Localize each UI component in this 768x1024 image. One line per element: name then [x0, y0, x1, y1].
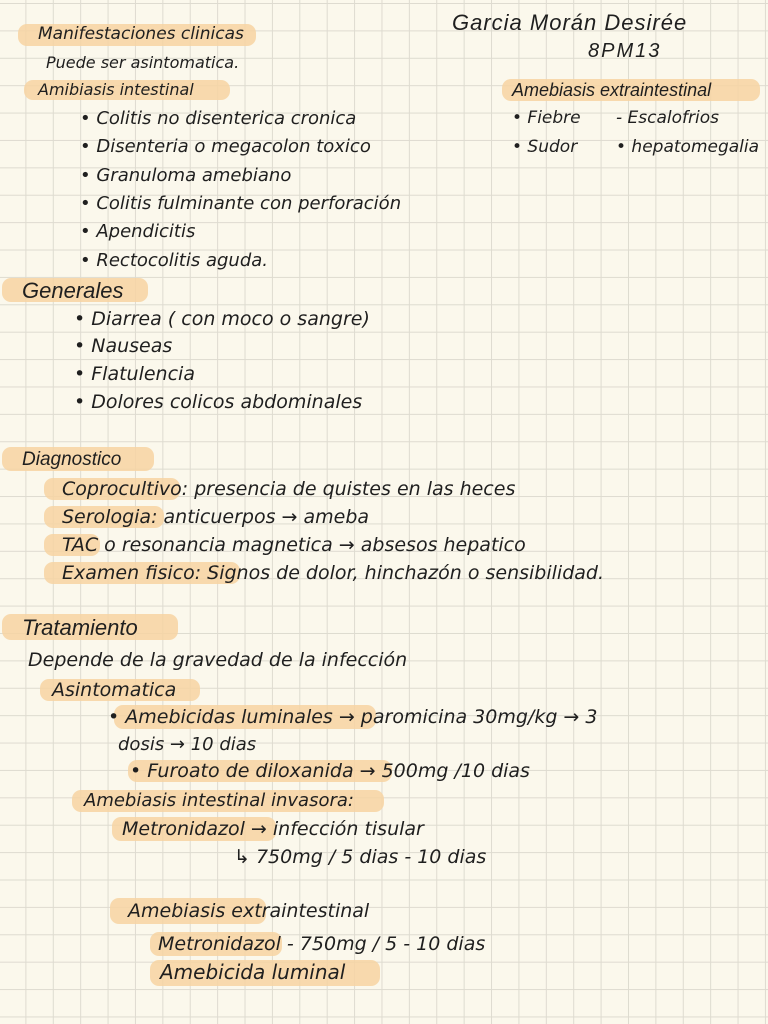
metronidazol-line: Metronidazol → infección tisular	[122, 818, 424, 840]
invasora-label: Amebiasis intestinal invasora:	[84, 790, 354, 811]
student-group: 8PM13	[588, 40, 662, 62]
diagnostico-item-3: TAC o resonancia magnetica → absesos hepatico	[62, 534, 526, 556]
generales-item-3: • Flatulencia	[74, 363, 195, 385]
extra-symptom-sudor: • Sudor	[512, 137, 578, 157]
generales-item-1: • Diarrea ( con moco o sangre)	[74, 308, 370, 330]
luminales-dosis: dosis → 10 dias	[118, 734, 257, 755]
intestinal-item-2: • Disenteria o megacolon toxico	[80, 136, 371, 157]
extra-symptom-escalofrios: - Escalofrios	[616, 108, 719, 128]
extra-metronidazol: Metronidazol - 750mg / 5 - 10 dias	[158, 933, 486, 955]
student-name: Garcia Morán Desirée	[452, 10, 688, 35]
asintomatica-label: Asintomatica	[52, 679, 177, 701]
generales-item-4: • Dolores colicos abdominales	[74, 391, 363, 413]
tratamiento-title: Tratamiento	[22, 615, 138, 640]
extra-symptom-fiebre: • Fiebre	[512, 108, 581, 128]
intestinal-item-3: • Granuloma amebiano	[80, 165, 292, 186]
metronidazol-dose: ↳ 750mg / 5 dias - 10 dias	[234, 846, 487, 868]
tratamiento-subtitle: Depende de la gravedad de la infección	[28, 649, 408, 671]
diagnostico-title: Diagnostico	[22, 449, 122, 470]
luminales-line: • Amebicidas luminales → paromicina 30mg/kg → 3	[108, 706, 598, 728]
intestinal-item-4: • Colitis fulminante con perforación	[80, 193, 402, 214]
extra-symptom-hepatomegalia: • hepatomegalia	[616, 137, 760, 157]
manifestaciones-note: Puede ser asintomatica.	[46, 53, 240, 72]
extra-amebicida-luminal: Amebicida luminal	[160, 960, 346, 984]
furoato-line: • Furoato de diloxanida → 500mg /10 dias	[130, 760, 530, 782]
intestinal-item-5: • Apendicitis	[80, 221, 196, 242]
generales-item-2: • Nauseas	[74, 335, 173, 357]
generales-title: Generales	[22, 278, 124, 303]
diagnostico-item-4: Examen fisico: Signos de dolor, hinchazón o sensibilidad.	[62, 562, 605, 584]
intestinal-item-1: • Colitis no disenterica cronica	[80, 108, 357, 129]
amibiasis-intestinal-title: Amibiasis intestinal	[38, 80, 194, 99]
extraintestinal-title: Amebiasis extraintestinal	[512, 80, 712, 100]
extra-treatment-title: Amebiasis extraintestinal	[128, 900, 370, 922]
manifestaciones-title: Manifestaciones clinicas	[38, 24, 244, 44]
diagnostico-item-2: Serologia: anticuerpos → ameba	[62, 506, 370, 528]
diagnostico-item-1: Coprocultivo: presencia de quistes en las heces	[62, 478, 516, 500]
intestinal-item-6: • Rectocolitis aguda.	[80, 250, 268, 271]
